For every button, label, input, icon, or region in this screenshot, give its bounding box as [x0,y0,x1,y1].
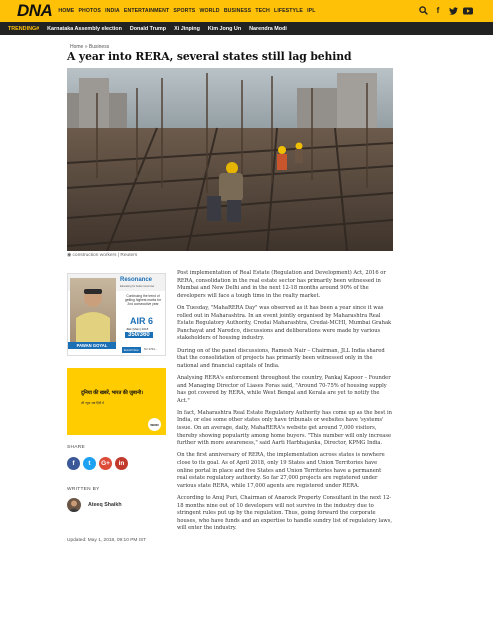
caption-text: construction workers | Reuters [72,253,138,258]
ad-banner-wion[interactable] [67,368,166,435]
article-paragraph: On Tuesday, "MahaRERA Day" was observed as it has been a year since it was rolled out in Maharashtra. In an event jointly organised by Maharashtra Real Estate Regulatory Authority, Credai Maharashtra, Credai-MCHI, Mumbai Grahak Panchayat and Naredco, discussions and deliberations were made by various stakeholders of housing industry. [177,304,392,342]
nav-item-ipl[interactable]: IPL [307,8,316,14]
ad-headline: Continuing the trend of getting highest marks for 2nd consecutive year [124,294,162,307]
trending-item[interactable]: Karnataka Assembly election [47,25,122,32]
trending-label: TRENDING# [8,25,40,32]
trending-item[interactable]: Xi Jinping [174,25,200,32]
google-plus-share-button[interactable]: G+ [99,457,112,470]
ad-tagline: Educating for better tomorrow [120,285,155,288]
trending-item[interactable]: Narendra Modi [249,25,287,32]
nav-item-world[interactable]: WORLD [199,8,220,14]
image-caption [67,253,137,258]
trending-item[interactable]: Kim Jong Un [207,25,242,32]
article-paragraph: During on of the panel discussions, Ramesh Nair – Chairman, JLL India shared that the consolidation of projects has primarily been witnessed only in the national and financial capitals of India. [177,347,385,369]
ad-student-name: PAWAN GOYAL [68,342,116,349]
student-photo [70,278,116,342]
author-block [67,498,122,512]
author-name[interactable]: Ateeq Shaikh [88,502,122,508]
camera-icon: ◉ [67,253,72,258]
nav-item-india[interactable]: INDIA [105,8,120,14]
nav-item-home[interactable]: HOME [58,8,75,14]
trending-item[interactable]: Donald Trump [129,25,167,32]
ad-cta[interactable]: Enroll Now [124,348,139,352]
ad-hindi-sub: ज़ी न्यूज़ अब हिंदी में [81,401,105,405]
article-paragraph: In fact, Maharashtra Real Estate Regulatory Authority has come up as the best in India, or else some other states only have tribunals or websites have 'systems' issue. On an average, daily, MahaRERA's website get around 7,000 visitors, thereby showing popularity among home buyers. "This number will only increase further with more awareness," said Aarti Harbhajanka, Director, KPMG India. [177,409,393,447]
article-body [177,270,393,538]
updated-timestamp: Updated: May 1, 2018, 09:10 PM IST [67,538,147,543]
share-buttons [67,457,131,470]
article-paragraph: Analysing RERA's enforcement throughout the country, Pankaj Kapoor – Founder and Managing Director of Liases Foras said, "Around 70-75% of housing supply has got covered by RERA, while West Bengal and Kerala are yet to notify the Act." [177,374,391,404]
header-icons [413,5,473,16]
article-title: A year into RERA, several states still lag behind [67,50,352,63]
nav-item-tech[interactable]: TECH [255,8,270,14]
main-nav [58,8,319,14]
hero-image [67,68,393,251]
article-paragraph: On the first anniversary of RERA, the implementation across states is nowhere close to its goal. As of April 2018, only 19 States and Union Territories have online portal in place and five States and Union Territories have a permanent real estate regulatory authority. So far 27,000 projects are registered under various state RERA, while 17,000 agents are registered under RERA. [177,452,385,489]
written-by-label: WRITTEN BY [67,487,100,492]
ad-channel-name: WION [150,422,159,427]
share-label: SHARE [67,445,86,450]
ad-rank: AIR 6 [130,316,154,326]
linkedin-share-button[interactable]: in [115,457,128,470]
breadcrumb-separator: » [84,44,88,50]
nav-item-sports[interactable]: SPORTS [173,8,196,14]
ad-banner-resonance[interactable] [67,273,166,356]
twitter-icon[interactable] [448,5,458,16]
ad-channel-logo [148,418,161,431]
article-paragraph: According to Anuj Puri, Chairman of Anarock Property Consultant in the next 12-18 months nine out of 10 developers will not survive in the industry due to stringent rules put up by the regulation. Thus, going forward the corporate houses, who have funds and an expertise to handle sundry list of regulatory laws, will enter the industry. [177,495,393,532]
header-bar [0,0,493,22]
nav-item-photos[interactable]: PHOTOS [78,8,101,14]
ad-hindi-headline: दुनिया की खबरें, भारत की ज़ुबानी। [81,390,144,396]
breadcrumb-home[interactable]: Home [70,44,84,50]
breadcrumb-section[interactable]: Business [88,44,110,50]
facebook-icon[interactable]: f [436,6,440,15]
ad-brand: Resonance [120,277,153,283]
trending-bar [0,22,493,35]
nav-item-lifestyle[interactable]: LIFESTYLE [274,8,303,14]
article-paragraph: Post implementation of Real Estate (Regulation and Development) Act, 2016 or RERA, consolidation in the real estate sector has primarily been witnessed in Mumbai and New Delhi and in the next 12-18 months around 90% of the developers will face a tough time in the realty market. [177,270,386,299]
twitter-share-button[interactable]: t [83,457,96,470]
search-icon[interactable] [418,5,428,16]
facebook-share-button[interactable]: f [67,457,80,470]
ad-phone: Tel: 0744-... [144,348,158,351]
nav-item-entertainment[interactable]: ENTERTAINMENT [123,8,170,14]
nav-item-business[interactable]: BUSINESS [223,8,252,14]
avatar[interactable] [67,498,81,512]
site-logo[interactable]: DNA [17,1,53,20]
ad-score: 350/360 [125,332,153,338]
youtube-icon[interactable] [463,5,473,16]
ad-exam: JEE (Main) 2018 [126,327,149,331]
